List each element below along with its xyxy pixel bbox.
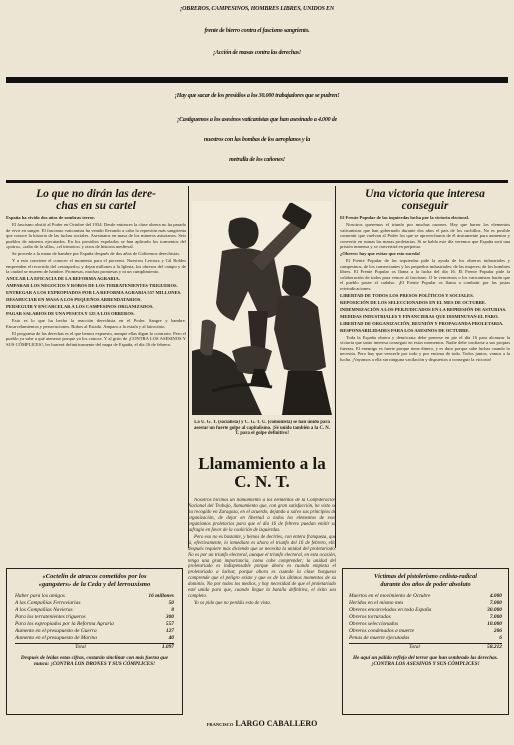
row-label: Obreros condenados a muerte — [349, 628, 415, 634]
right-box-rows — [343, 589, 508, 651]
signature-name: LARGO CABALLERO — [235, 719, 318, 728]
center-article-body — [188, 498, 336, 714]
row-value: 127 — [165, 628, 174, 634]
right-article-body — [340, 215, 510, 563]
row-label: Obreros torturados — [349, 614, 391, 620]
left-box-title-line-2: «gangsters» de la Ceda y del lerrouxismo — [38, 581, 151, 588]
total-label: Total — [409, 644, 420, 650]
table-row — [15, 621, 174, 628]
row-value: 40 — [168, 635, 174, 641]
row-label: Penas de muerte ejecutadas — [349, 635, 410, 641]
table-row — [349, 600, 502, 607]
right-demand: INDEMNIZACIÓN A LOS PERJUDICADOS EN LA REPRESIÓN DE ASTURIAS. — [340, 306, 507, 312]
section-rule — [6, 180, 508, 183]
table-row — [349, 607, 502, 614]
left-paragraph: El programa de las derechas es el que hemos expuesto, aunque ellas digan lo contrario. Pero el pueblo ya sabe a qué atenerse porque ya los conoce. Y al grito de ¡CONTRA LOS ASESINOS Y SUS CÓMPLICES!, les barrerá definitivamente del mapa de España, el día 16 de febrero. — [6, 330, 186, 347]
headline-line-2: frente de hierro contra el fascismo sangriento. — [204, 28, 310, 34]
table-row — [349, 614, 502, 621]
headline-line-3: ¡Acción de masas contra las derechas! — [212, 50, 302, 56]
row-value: 300 — [165, 614, 174, 620]
headline-line-5: ¡Castiguemos a los asesinos vaticanistas que han asesinado a 4.000 de — [176, 117, 338, 123]
right-demand: MEDIDAS INDUSTRIALES Y FINANCIERAS QUE DISMINUYAN EL PARO. — [340, 313, 499, 319]
right-demand: LIBERTAD DE TODOS LOS PRESOS POLÍTICOS Y SOCIALES. — [340, 292, 474, 298]
row-value: 50 — [168, 600, 174, 606]
headline-line-6: nuestros con las bombas de los aeroplanos y la — [203, 137, 311, 143]
total-row — [15, 643, 174, 651]
row-label: A los Compañías Navieras — [15, 607, 73, 613]
row-value: 8 — [171, 607, 174, 613]
row-value: 6 — [499, 635, 502, 641]
center-article-title — [192, 455, 332, 491]
row-value: 16 millones — [148, 593, 174, 599]
left-box-title-line-1: «Coctelin de atracos cometidos por los — [42, 573, 147, 580]
right-title-line-2: conseguir — [401, 200, 449, 213]
right-figures-box — [342, 568, 509, 715]
row-value: 30.000 — [487, 607, 502, 613]
left-paragraph: Se procede a la mano de hambre por España después de dos años de Gobiernos derechistas. — [12, 251, 181, 256]
left-paragraph: España ha vivido dos años de sombras terror. — [6, 215, 95, 220]
right-paragraph: El Frente Popular de las izquierdas pide la ayuda de los obreros industriales y campesinos, de los comerciantes y los pequeños industriales; de las mujeres; de los hombres libres. El Frente Popular os llama a la lucha del día 16. El Frente Popular pide la colaboración de todos para vencer al fascismo. O le vencemos o los vaticanistas harán que el pueblo pasee al cadalso. ¡El Frente Popular os llama a combatir por las justas reivindicaciones: — [340, 258, 510, 291]
table-row — [15, 607, 174, 614]
row-value: 206 — [493, 628, 502, 634]
left-box-footer: Después de leídas estas cifras, costarán sinclinar con más fuerza que nunca: ¡CONTRA LOS DRONES Y SUS CÓMPLICES! — [20, 655, 169, 668]
right-title-line-1: Una victoria que interesa — [365, 188, 485, 200]
center-title-line-2: C. N. T. — [234, 471, 290, 491]
row-label: Heridos en el mismo mes — [349, 600, 404, 606]
table-row — [15, 628, 174, 635]
left-box-rows — [7, 589, 182, 651]
row-value: 7.000 — [489, 614, 502, 620]
illustration-caption: La U. G. T. (socialista) y C. G. T. U. (comunista) se han unido para asestar un fuerte golpe al capitalismo. ¡Sé unido también a la C. N. T. para el golpe definitivo! — [194, 420, 330, 437]
left-paragraph: Esto es lo que ha hecho la reacción derechista en el Poder. Sangre y hambre. Encarcelamientos y persecuciones. Robos al Estado. Amparo a la estafa y al latrocinio. — [6, 318, 186, 329]
table-row — [349, 621, 502, 628]
left-demand: ENTREGAR A LOS EXPROPIADOS POR LA REFORMA AGRARIA 557 MILLONES. — [6, 290, 182, 295]
column-divider — [335, 186, 336, 548]
left-paragraph: El fascismo obstió al Poder en Octubre del 1934. Desde entonces la clase obrera no ha pasado de vivir en sangre. El fascismo vaticanista ha venido llevando a cabo la represión más sangrienta que conoce la historia de las luchas sociales. Asesinatos en masa de los mineros asturianos. Seis pueblos de mineros ejecutados. En los presidios espolados se han aplicado los tormentos del «potro», «rabo de la silla», «el trimotor» y otros de historia medieval. — [6, 222, 186, 249]
signature-prefix: FRANCISCO — [206, 722, 234, 727]
left-paragraph: Y a esto conviene el conocer el momento para el porvenir. Nuestros Lerroux y Gil Robles emprenden el recorrido del «estraperlo» y dejan millones a la Iglesia, los obreros del campo y de la ciudad se mueren de hambre. Promesas, muchas promesas y ni un cumplimiento. — [6, 258, 186, 274]
total-label: Total — [75, 644, 86, 650]
right-box-footer: He aquí un pálido reflejo del terror que han sembrado las derechas. ¡CONTRA LOS ASESINOS Y SUS CÓMPLICES! — [353, 655, 498, 668]
column-divider — [188, 186, 189, 548]
left-paragraph: ANULAR LA EFICACIA DE LA REFORMA AGRARIA. — [6, 276, 120, 281]
table-row — [349, 593, 502, 600]
row-label: Para los expropiados por la Reforma Agraria — [15, 621, 114, 627]
headline-line-1: ¡OBREROS, CAMPESINOS, HOMBRES LIBRES, UNIDOS EN — [180, 6, 334, 12]
left-article-body — [6, 215, 186, 495]
center-paragraph: Yo os pido que no perdáis esto de vista. — [194, 601, 271, 607]
headline-line-7: metralla de los cañones! — [229, 157, 285, 163]
total-value: 58.212 — [487, 644, 502, 650]
headline-line-4: ¡Hay que sacar de los presidios a los 30.000 trabajadores que se pudren! — [174, 93, 340, 99]
total-row — [349, 643, 502, 651]
right-box-title-line-1: Víctimas del pistolerismo cedista-radical — [374, 573, 477, 580]
row-label: Para los terratenientes trigueros — [15, 614, 86, 620]
left-demand: PERSEGUIR Y ENCARCELAR A LOS CAMPESINOS ORGANIZADOS. — [6, 304, 154, 309]
right-demand: LIBERTAD DE ORGANIZACIÓN, REUNIÓN Y PROPAGANDA PROLETARIA. — [340, 320, 504, 326]
row-label: Obreros encarcelados en toda España — [349, 607, 432, 613]
workers-hammer-illustration — [192, 201, 332, 415]
center-title-line-1: Llamamiento a la — [198, 454, 326, 473]
right-demand: RESPONSABILIDADES PARA LOS ASESINOS DE OCTUBRE. — [340, 327, 470, 333]
total-value: 1.097 — [161, 644, 174, 650]
row-value: 4.000 — [489, 593, 502, 599]
row-label: Obreros seleccionados — [349, 621, 399, 627]
left-demand: PAGAR SALARIOS DE UNA PESETA Y 125 A LOS OBREROS. — [6, 311, 135, 316]
right-paragraph: ¿Obrero: hay que evitar que esto suceda! — [340, 251, 421, 256]
right-demand: REPOSICIÓN DE LOS SELECCIONADOS EN EL MES DE OCTUBRE. — [340, 299, 487, 305]
left-demand: AMPARAR LOS NEGOCIOS Y ROBOS DE LOS TERRATENIENTES TRIGUEROS. — [6, 283, 178, 288]
row-value: 10.000 — [487, 621, 502, 627]
right-paragraph: El Frente Popular de las izquierdas lucha por la victoria electoral. — [340, 215, 469, 220]
center-paragraph: Pero eso no es bastante, y hemos de decirles, con entera franqueza, que si, efectivamente, lo inmediato es ahora el triunfo del 16 de febrero, ello después requiere más diciendo que se necesita la unidad del proletariado. No es por un triunfo electoral, aunque el triunfo electoral, en esta ocasión, tenga una gran importancia, como cabe comprender; la unidad del proletariado es indispensable porque ahora es cuando empieza el proletariado a luchar, porque ahora es cuando la clase burguesa comprende que el peligro existe y que es de los últimos momentos de su dominio. No por todos los medios, y hay necesidad de que el proletariado esté unido para que, cuando llegue la batalla definitiva, el éxito sea completo. — [188, 534, 336, 599]
table-row — [15, 635, 174, 642]
left-figures-box — [6, 568, 183, 715]
right-box-title — [343, 573, 508, 589]
left-title-line-1: Lo que no dirán las dere- — [36, 188, 156, 200]
woodcut-illustration — [192, 201, 332, 415]
left-title-line-2: chas en su cartel — [56, 200, 136, 213]
right-paragraph: Toda la España obrera y demócrata debe ponerse en pie el día 16 para alcanzar la victoria que tanto interesa conseguir en estos momentos. Nadie debe confiarse a sus propias fuerzas. El enemigo es fuerte porque tiene dinero, y es duro porque sabe luchar cuando lo necesita. Pero hay que vencerle por todo y por encima de todo. Todos juntos, vamos a la lucha. ¡Vayamos a ella sin ninguna vacilación y dispuestos a conseguir la victoria! — [340, 334, 510, 362]
right-box-title-line-2: durante dos años de poder absoluto — [380, 581, 471, 588]
left-article-title — [6, 188, 186, 212]
signature — [188, 719, 336, 728]
table-row — [15, 600, 174, 607]
header-rule — [6, 77, 508, 83]
center-paragraph: Nosotros hicimos un llamamiento a los elementos de la Confederación Nacional del Trabajo, llamamiento que, con gran satisfacción, he visto se ha recogido en Zaragoza, en el acuerdo, dejando a salvo sus principios de organización, de dejar en libertad a todos los elementos de esos organismos proletarios para que el día 16 de febrero puedan emitir su sufragio en favor de la coalición de izquierdas. — [188, 498, 336, 533]
table-row — [349, 635, 502, 642]
table-row — [15, 614, 174, 621]
row-label: Aumento en el presupuesto de Marina — [15, 635, 97, 641]
row-label: Aumento en el presupuesto de Guerra — [15, 628, 97, 634]
left-box-title — [7, 573, 182, 589]
row-value: 557 — [165, 621, 174, 627]
right-article-title — [340, 188, 510, 212]
row-value: 7.000 — [489, 600, 502, 606]
table-row — [349, 628, 502, 635]
row-label: A las Compañías Ferroviarias — [15, 600, 81, 606]
table-row — [15, 593, 174, 600]
row-label: Haber para los amigos — [15, 593, 65, 599]
left-demand: DESAHUCIAR EN MASA A LOS PEQUEÑOS ARRENDATARIOS. — [6, 297, 142, 302]
row-label: Muertos en el movimiento de Octubre — [349, 593, 431, 599]
right-paragraph: Nosotros queremos el triunfo por muchas razones. Hay que barrer los elementos vaticanistas que han gobernado durante dos años el país de los cuchillos. No es posible consentir que vuelvan al Poder los que se aprovecharon de él únicamente para aumentar y convertir en ruinas las masas proletarias. Si se habla este día veremos que España será una prisión inmensa y se convertirá en perpetuo. — [340, 222, 510, 249]
